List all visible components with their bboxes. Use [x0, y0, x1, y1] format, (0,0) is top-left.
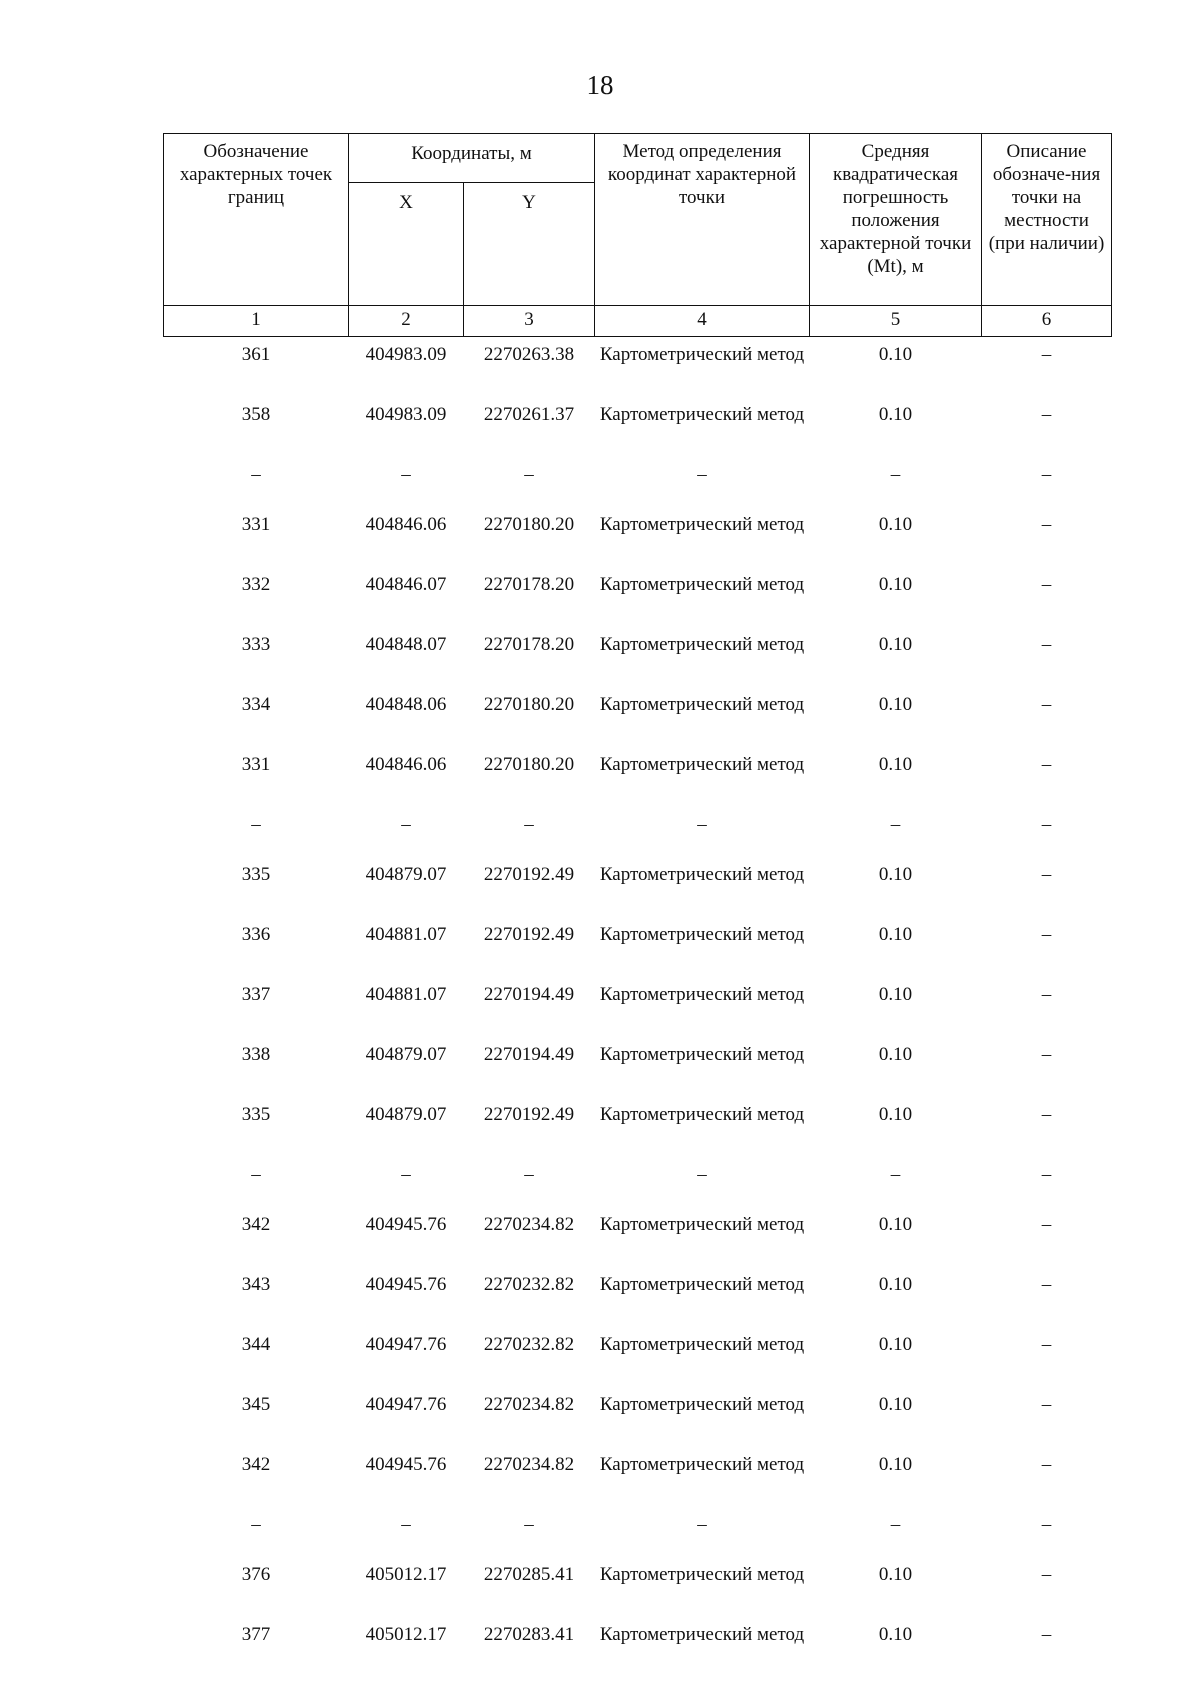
- cell-description: –: [1041, 1044, 1052, 1065]
- cell-point-id: 344: [241, 1334, 271, 1355]
- cell-y-coordinate: 2270192.49: [483, 924, 575, 945]
- cell-point-id: 342: [241, 1214, 271, 1235]
- table-row: [164, 567, 1112, 627]
- table-row: [164, 857, 1112, 917]
- cell-y-coordinate: –: [524, 814, 534, 835]
- cell-mean-error: –: [890, 1514, 901, 1535]
- cell-mean-error: 0.10: [878, 1044, 913, 1065]
- cell-description: –: [1041, 814, 1052, 835]
- cell-description: –: [1041, 864, 1052, 885]
- cell-y-coordinate: 2270232.82: [483, 1334, 575, 1355]
- cell-description: –: [1041, 1454, 1052, 1475]
- cell-point-id: 331: [241, 754, 271, 775]
- cell-y-coordinate: 2270178.20: [483, 634, 575, 655]
- cell-description: –: [1041, 574, 1052, 595]
- column-number: 4: [595, 306, 810, 337]
- table-row: [164, 1097, 1112, 1157]
- cell-mean-error: 0.10: [878, 1394, 913, 1415]
- cell-description: –: [1041, 754, 1052, 775]
- cell-method: –: [697, 464, 707, 485]
- cell-point-id: 331: [241, 514, 271, 535]
- table-row: [164, 747, 1112, 807]
- cell-y-coordinate: –: [524, 1514, 534, 1535]
- cell-x-coordinate: 404945.76: [365, 1454, 447, 1475]
- cell-point-id: 334: [241, 694, 271, 715]
- table-header: [164, 134, 1112, 337]
- cell-x-coordinate: 404983.09: [365, 344, 447, 365]
- cell-y-coordinate: 2270261.37: [483, 404, 575, 425]
- separator-row: [164, 1157, 1112, 1207]
- cell-point-id: 338: [241, 1044, 271, 1065]
- cell-description: –: [1041, 1104, 1052, 1125]
- separator-row: [164, 1507, 1112, 1557]
- header-x: X: [349, 183, 464, 306]
- cell-method: –: [697, 1514, 707, 1535]
- column-number: 6: [982, 306, 1112, 337]
- cell-description: –: [1041, 1394, 1052, 1415]
- cell-description: –: [1041, 1214, 1052, 1235]
- cell-y-coordinate: 2270285.41: [483, 1564, 575, 1585]
- cell-method: Картометрический метод: [599, 344, 805, 365]
- cell-point-id: 333: [241, 634, 271, 655]
- table-row: [164, 1037, 1112, 1097]
- cell-mean-error: 0.10: [878, 924, 913, 945]
- table-row: [164, 1617, 1112, 1677]
- cell-mean-error: 0.10: [878, 344, 913, 365]
- cell-description: –: [1041, 924, 1052, 945]
- cell-point-id: –: [251, 1164, 261, 1185]
- cell-method: Картометрический метод: [599, 1394, 805, 1415]
- table-row: [164, 507, 1112, 567]
- cell-mean-error: –: [890, 464, 901, 485]
- cell-x-coordinate: 404879.07: [365, 1044, 447, 1065]
- cell-y-coordinate: 2270283.41: [483, 1624, 575, 1645]
- cell-y-coordinate: 2270234.82: [483, 1214, 575, 1235]
- cell-method: Картометрический метод: [599, 404, 805, 425]
- cell-description: –: [1041, 1164, 1052, 1185]
- cell-method: –: [697, 814, 707, 835]
- cell-description: –: [1041, 1274, 1052, 1295]
- cell-point-id: 332: [241, 574, 271, 595]
- table-row: [164, 337, 1112, 398]
- header-description: Описание обозначе-ния точки на местности (при наличии): [982, 134, 1112, 306]
- cell-mean-error: 0.10: [878, 1214, 913, 1235]
- cell-y-coordinate: –: [524, 464, 534, 485]
- cell-y-coordinate: –: [524, 1164, 534, 1185]
- cell-y-coordinate: 2270263.38: [483, 344, 575, 365]
- cell-mean-error: –: [890, 814, 901, 835]
- cell-x-coordinate: 404879.07: [365, 1104, 447, 1125]
- cell-method: Картометрический метод: [599, 694, 805, 715]
- header-point-designation: Обозначение характерных точек границ: [164, 134, 349, 306]
- cell-description: –: [1041, 404, 1052, 425]
- cell-method: Картометрический метод: [599, 574, 805, 595]
- cell-mean-error: 0.10: [878, 514, 913, 535]
- cell-method: Картометрический метод: [599, 1454, 805, 1475]
- table-body: [164, 337, 1112, 1678]
- cell-description: –: [1041, 694, 1052, 715]
- cell-y-coordinate: 2270192.49: [483, 1104, 575, 1125]
- separator-row: [164, 807, 1112, 857]
- header-y: Y: [464, 183, 595, 306]
- cell-x-coordinate: 404881.07: [365, 984, 447, 1005]
- cell-y-coordinate: 2270232.82: [483, 1274, 575, 1295]
- cell-method: Картометрический метод: [599, 1274, 805, 1295]
- cell-mean-error: 0.10: [878, 1274, 913, 1295]
- cell-mean-error: 0.10: [878, 1454, 913, 1475]
- cell-y-coordinate: 2270234.82: [483, 1394, 575, 1415]
- cell-description: –: [1041, 1514, 1052, 1535]
- page-number: 18: [586, 70, 614, 100]
- cell-x-coordinate: 405012.17: [365, 1564, 447, 1585]
- cell-x-coordinate: –: [401, 464, 411, 485]
- table-row: [164, 1557, 1112, 1617]
- header-mean-error: Средняя квадратическая погрешность положения характерной точки (Mt), м: [810, 134, 982, 306]
- cell-x-coordinate: 404879.07: [365, 864, 447, 885]
- cell-method: Картометрический метод: [599, 1334, 805, 1355]
- cell-x-coordinate: 404881.07: [365, 924, 447, 945]
- cell-description: –: [1041, 464, 1052, 485]
- cell-mean-error: 0.10: [878, 754, 913, 775]
- cell-method: Картометрический метод: [599, 984, 805, 1005]
- cell-mean-error: 0.10: [878, 574, 913, 595]
- table-row: [164, 1387, 1112, 1447]
- cell-point-id: –: [251, 1514, 261, 1535]
- cell-y-coordinate: 2270180.20: [483, 694, 575, 715]
- column-number: 1: [164, 306, 349, 337]
- cell-point-id: 342: [241, 1454, 271, 1475]
- cell-method: Картометрический метод: [599, 1044, 805, 1065]
- cell-method: Картометрический метод: [599, 924, 805, 945]
- cell-point-id: 345: [241, 1394, 271, 1415]
- table-row: [164, 1327, 1112, 1387]
- cell-description: –: [1041, 1334, 1052, 1355]
- table-row: [164, 1267, 1112, 1327]
- table-row: [164, 1447, 1112, 1507]
- cell-y-coordinate: 2270194.49: [483, 1044, 575, 1065]
- cell-description: –: [1041, 984, 1052, 1005]
- table-row: [164, 977, 1112, 1037]
- cell-mean-error: 0.10: [878, 694, 913, 715]
- cell-x-coordinate: 404947.76: [365, 1334, 447, 1355]
- cell-method: Картометрический метод: [599, 864, 805, 885]
- column-number: 3: [464, 306, 595, 337]
- cell-x-coordinate: 404846.06: [365, 514, 447, 535]
- header-coordinates: Координаты, м: [349, 134, 595, 183]
- cell-mean-error: 0.10: [878, 1104, 913, 1125]
- cell-method: Картометрический метод: [599, 514, 805, 535]
- cell-method: Картометрический метод: [599, 1624, 805, 1645]
- table-row: [164, 917, 1112, 977]
- cell-point-id: –: [251, 814, 261, 835]
- header-method: Метод определения координат характерной точки: [595, 134, 810, 306]
- cell-mean-error: 0.10: [878, 1564, 913, 1585]
- table-row: [164, 627, 1112, 687]
- cell-point-id: 377: [241, 1624, 271, 1645]
- cell-x-coordinate: 404846.07: [365, 574, 447, 595]
- cell-x-coordinate: 404846.06: [365, 754, 447, 775]
- cell-mean-error: 0.10: [878, 634, 913, 655]
- cell-mean-error: 0.10: [878, 404, 913, 425]
- column-number: 5: [810, 306, 982, 337]
- cell-x-coordinate: 404848.07: [365, 634, 447, 655]
- cell-y-coordinate: 2270194.49: [483, 984, 575, 1005]
- cell-mean-error: –: [890, 1164, 901, 1185]
- cell-method: Картометрический метод: [599, 754, 805, 775]
- cell-y-coordinate: 2270180.20: [483, 514, 575, 535]
- cell-point-id: 337: [241, 984, 271, 1005]
- cell-x-coordinate: 404945.76: [365, 1274, 447, 1295]
- cell-method: Картометрический метод: [599, 1564, 805, 1585]
- cell-method: Картометрический метод: [599, 1104, 805, 1125]
- cell-point-id: 376: [241, 1564, 271, 1585]
- header-column-numbers: [164, 306, 1112, 337]
- cell-x-coordinate: 405012.17: [365, 1624, 447, 1645]
- cell-x-coordinate: –: [401, 1164, 411, 1185]
- cell-method: Картометрический метод: [599, 1214, 805, 1235]
- column-number: 2: [349, 306, 464, 337]
- cell-method: –: [697, 1164, 707, 1185]
- cell-description: –: [1041, 1624, 1052, 1645]
- cell-mean-error: 0.10: [878, 1624, 913, 1645]
- cell-description: –: [1041, 514, 1052, 535]
- cell-point-id: 361: [241, 344, 271, 365]
- cell-y-coordinate: 2270234.82: [483, 1454, 575, 1475]
- cell-point-id: 343: [241, 1274, 271, 1295]
- cell-point-id: –: [251, 464, 261, 485]
- cell-y-coordinate: 2270180.20: [483, 754, 575, 775]
- cell-point-id: 358: [241, 404, 271, 425]
- table-row: [164, 397, 1112, 457]
- table-row: [164, 1207, 1112, 1267]
- cell-point-id: 335: [241, 864, 271, 885]
- cell-y-coordinate: 2270178.20: [483, 574, 575, 595]
- cell-y-coordinate: 2270192.49: [483, 864, 575, 885]
- cell-description: –: [1041, 1564, 1052, 1585]
- cell-mean-error: 0.10: [878, 864, 913, 885]
- cell-x-coordinate: 404983.09: [365, 404, 447, 425]
- cell-x-coordinate: –: [401, 814, 411, 835]
- cell-x-coordinate: 404848.06: [365, 694, 447, 715]
- cell-description: –: [1041, 344, 1052, 365]
- cell-x-coordinate: –: [401, 1514, 411, 1535]
- boundary-points-table: [163, 133, 1112, 1677]
- cell-description: –: [1041, 634, 1052, 655]
- cell-point-id: 336: [241, 924, 271, 945]
- cell-x-coordinate: 404947.76: [365, 1394, 447, 1415]
- table-row: [164, 687, 1112, 747]
- cell-mean-error: 0.10: [878, 1334, 913, 1355]
- cell-point-id: 335: [241, 1104, 271, 1125]
- cell-method: Картометрический метод: [599, 634, 805, 655]
- separator-row: [164, 457, 1112, 507]
- cell-x-coordinate: 404945.76: [365, 1214, 447, 1235]
- cell-mean-error: 0.10: [878, 984, 913, 1005]
